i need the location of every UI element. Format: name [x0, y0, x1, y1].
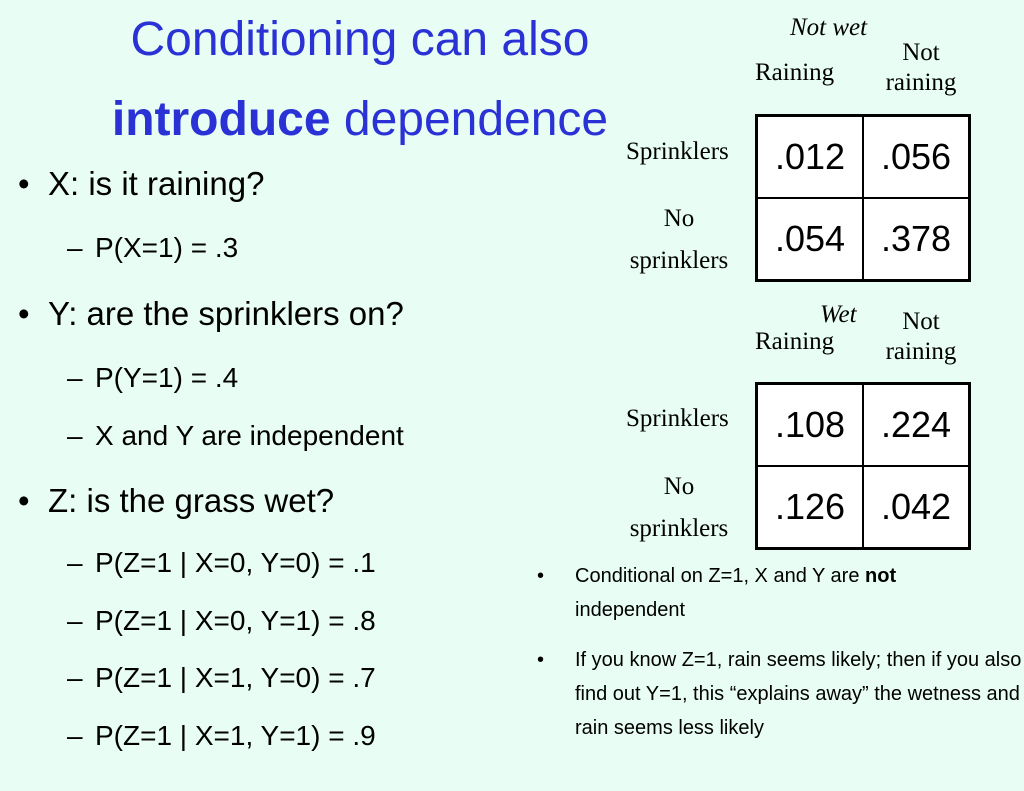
title-rest: dependence: [330, 93, 609, 146]
bullet-x-text: X: is it raining?: [48, 165, 265, 202]
table-wet-col-not-raining: [876, 307, 966, 367]
sub-bullet-text: P(Y=1) = .4: [95, 362, 239, 393]
bullet-z: [18, 481, 335, 521]
bullet-marker: •: [18, 295, 30, 332]
sub-bullet-z-01: [67, 603, 376, 639]
slide-title: [40, 0, 680, 160]
table-cell: .056: [863, 116, 970, 199]
sub-bullet-text: P(Z=1 | X=1, Y=0) = .7: [95, 662, 376, 693]
table-wet-row-sprinklers: Sprinklers: [626, 405, 729, 432]
row-header-line-2: sprinklers: [629, 515, 729, 542]
bullet-z-text: Z: is the grass wet?: [48, 482, 335, 519]
table-cell: .012: [757, 116, 864, 199]
row-header-line-2: sprinklers: [629, 247, 729, 274]
note-2-text: If you know Z=1, rain seems likely; then if you also find out Y=1, this “explains away” the wetness and rain seems less likely: [575, 649, 1022, 739]
table-wet-row-no-sprinklers: [616, 466, 742, 550]
table-cell: .126: [757, 466, 864, 549]
note-1-tail: independent: [575, 599, 686, 621]
col-header-line-2: raining: [885, 69, 957, 96]
table-not-wet-col-raining: Raining: [755, 59, 835, 86]
table-not-wet: [755, 114, 971, 282]
table-wet: [755, 382, 971, 550]
bullet-marker: •: [537, 565, 545, 587]
sub-bullet-z-10: [67, 660, 376, 696]
note-1-text: Conditional on Z=1, X and Y are: [575, 565, 866, 587]
sub-bullet-z-11: [67, 718, 376, 754]
row-header-line-1: No: [663, 205, 695, 232]
note-explains-away: [537, 643, 1023, 745]
sub-bullet-text: X and Y are independent: [95, 420, 404, 451]
table-row: [757, 384, 970, 467]
dash-marker: –: [67, 720, 83, 751]
sub-bullet-independent: [67, 418, 404, 454]
sub-bullet-text: P(Z=1 | X=0, Y=1) = .8: [95, 605, 376, 636]
bullet-marker: •: [537, 649, 545, 671]
dash-marker: –: [67, 547, 83, 578]
table-wet-col-raining: Raining: [755, 328, 835, 355]
sub-bullet-y-prob: [67, 360, 239, 396]
table-not-wet-col-not-raining: [876, 38, 966, 98]
bullet-x: [18, 164, 265, 204]
table-cell: .042: [863, 466, 970, 549]
table-not-wet-caption: Not wet: [790, 14, 868, 41]
table-not-wet-row-no-sprinklers: [616, 198, 742, 282]
bullet-marker: •: [18, 482, 30, 519]
dash-marker: –: [67, 662, 83, 693]
dash-marker: –: [67, 605, 83, 636]
title-bold-word: introduce: [111, 93, 331, 146]
title-line-1: Conditioning can also: [130, 13, 590, 66]
col-header-line-1: Not: [902, 308, 940, 335]
dash-marker: –: [67, 420, 83, 451]
sub-bullet-x-prob: [67, 230, 239, 266]
bullet-y-text: Y: are the sprinklers on?: [48, 295, 404, 332]
table-row: [757, 116, 970, 199]
table-row: [757, 466, 970, 549]
table-wet-caption: Wet: [820, 301, 857, 328]
sub-bullet-text: P(Z=1 | X=1, Y=1) = .9: [95, 720, 376, 751]
title-line-2: [40, 80, 680, 160]
table-not-wet-row-sprinklers: Sprinklers: [626, 138, 729, 165]
col-header-line-2: raining: [885, 338, 957, 365]
dash-marker: –: [67, 232, 83, 263]
sub-bullet-text: P(Z=1 | X=0, Y=0) = .1: [95, 547, 376, 578]
sub-bullet-text: P(X=1) = .3: [95, 232, 239, 263]
note-1-bold: not: [865, 565, 897, 587]
table-row: [757, 198, 970, 281]
table-cell: .224: [863, 384, 970, 467]
bullet-y: [18, 294, 404, 334]
sub-bullet-z-00: [67, 545, 376, 581]
note-conditional: [537, 559, 1024, 627]
table-cell: .378: [863, 198, 970, 281]
table-cell: .108: [757, 384, 864, 467]
col-header-line-1: Not: [902, 39, 940, 66]
row-header-line-1: No: [663, 473, 695, 500]
bullet-marker: •: [18, 165, 30, 202]
table-cell: .054: [757, 198, 864, 281]
dash-marker: –: [67, 362, 83, 393]
